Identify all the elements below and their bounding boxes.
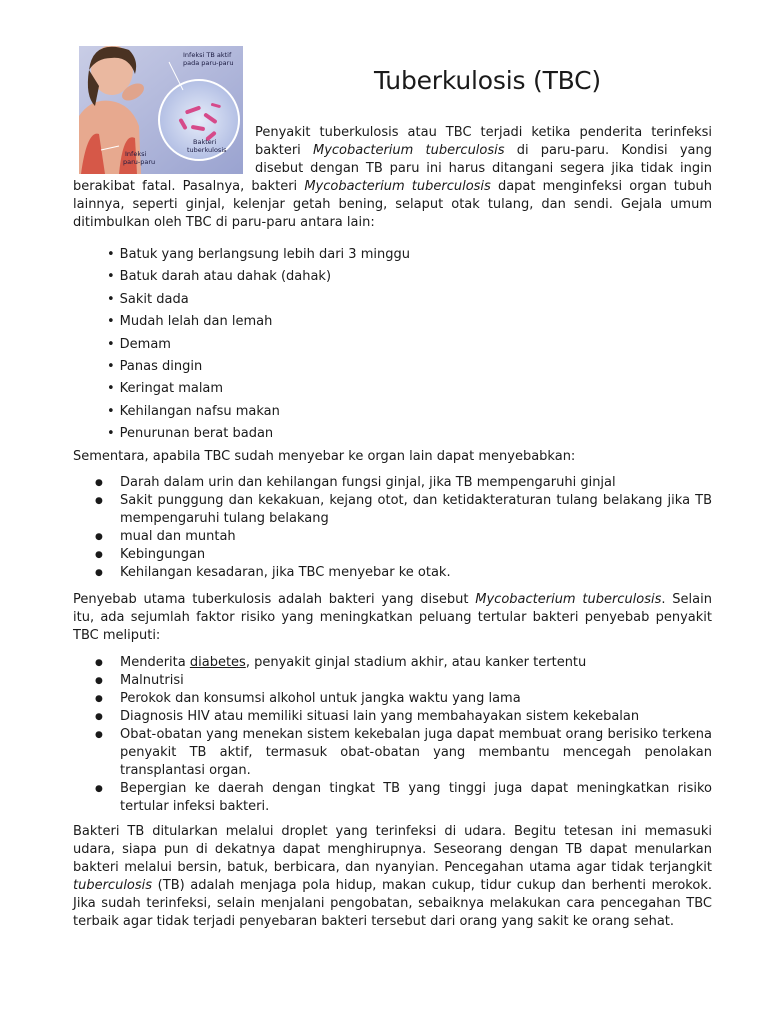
intro-text-1: Penyakit tuberkulosis atau TBC terjadi ketika penderita terinfeksi bakteri <box>255 125 712 158</box>
transmission-italic: tuberculosis <box>73 878 153 893</box>
list-item: ● Sakit punggung dan kekakuan, kejang otot, dan ketidakteraturan tulang belakang jika TB mempengaruhi tulang belakang <box>95 492 712 528</box>
list-item: ● Bepergian ke daerah dengan tingkat TB yang tinggi juga dapat meningkatkan risiko tertular infeksi bakteri. <box>95 780 712 816</box>
list-item: • Batuk yang berlangsung lebih dari 3 minggu <box>107 246 410 268</box>
intro-paragraph <box>73 124 712 232</box>
list-item: ● Obat-obatan yang menekan sistem kekebalan juga dapat membuat orang berisiko terkena penyakit TB aktif, termasuk obat-obatan yang membantu mencegah penolakan transplantasi organ. <box>95 726 712 780</box>
page-title: Tuberkulosis (TBC) <box>374 66 601 95</box>
label-infection: Infeksi TB aktif pada paru-paru <box>183 51 234 67</box>
list-item: • Panas dingin <box>107 358 410 380</box>
intro-species-1: Mycobacterium tuberculosis <box>312 143 505 158</box>
cause-paragraph <box>73 591 712 645</box>
list-item: • Batuk darah atau dahak (dahak) <box>107 268 410 290</box>
cause-species: Mycobacterium tuberculosis <box>475 592 662 607</box>
list-item: ● Kebingungan <box>95 546 712 564</box>
risk-factor-list <box>95 654 712 816</box>
list-item: ● Darah dalam urin dan kehilangan fungsi ginjal, jika TB mempengaruhi ginjal <box>95 474 712 492</box>
list-item: ● Diagnosis HIV atau memiliki situasi lain yang membahayakan sistem kekebalan <box>95 708 712 726</box>
label-bacteria: Bakteri tuberkulosis <box>187 138 227 154</box>
image-float-spacer <box>73 124 255 178</box>
list-item: • Demam <box>107 336 410 358</box>
list-item: • Kehilangan nafsu makan <box>107 403 410 425</box>
spread-intro: Sementara, apabila TBC sudah menyebar ke organ lain dapat menyebabkan: <box>73 449 576 464</box>
list-item: ● Perokok dan konsumsi alkohol untuk jangka waktu yang lama <box>95 690 712 708</box>
list-item: ● mual dan muntah <box>95 528 712 546</box>
list-item: • Penurunan berat badan <box>107 425 410 447</box>
transmission-paragraph <box>73 823 712 931</box>
risk-text-prefix: Menderita <box>120 655 190 670</box>
cause-text-2: . Selain itu, ada sejumlah faktor risiko yang meningkatkan peluang tertular bakteri penyebab penyakit TBC meliputi: <box>73 592 712 643</box>
symptom-list <box>107 246 410 448</box>
list-item: ● Malnutrisi <box>95 672 712 690</box>
list-item: ● Kehilangan kesadaran, jika TBC menyebar ke otak. <box>95 564 712 582</box>
label-lung: Infeksi paru-paru <box>123 150 156 166</box>
diabetes-link[interactable]: diabetes <box>189 655 246 670</box>
intro-species-2: Mycobacterium tuberculosis <box>304 179 491 194</box>
transmission-text-1: Bakteri TB ditularkan melalui droplet yang terinfeksi di udara. Begitu tetesan ini memasuki udara, siapa pun di dekatnya dapat menghirupnya. Seseorang dengan TB dapat menularkan bakteri melalui bersin, batuk, berbicara, dan nyanyian. Pencegahan utama agar tidak terjangkit <box>73 824 712 875</box>
list-item: • Mudah lelah dan lemah <box>107 313 410 335</box>
transmission-text-2: (TB) adalah menjaga pola hidup, makan cukup, tidur cukup dan berhenti merokok. Jika sudah terinfeksi, selain menjalani pengobatan, sebaiknya melakukan cara pencegahan TBC terbaik agar tidak terjadi penyebaran bakteri tersebut dari orang yang sakit ke orang sehat. <box>73 878 712 929</box>
intro-text-3: dapat menginfeksi organ tubuh lainnya, seperti ginjal, kelenjar getah bening, selaput otak tulang, dan sendi. Gejala umum ditimbulkan oleh TBC di paru-paru antara lain: <box>73 179 712 230</box>
list-item <box>95 654 712 672</box>
risk-text-suffix: , penyakit ginjal stadium akhir, atau kanker tertentu <box>245 655 587 670</box>
spread-effects-list <box>95 474 712 582</box>
list-item: • Sakit dada <box>107 291 410 313</box>
intro-text-2: di paru-paru. Kondisi yang disebut dengan TB paru ini harus ditangani segera jika tidak ingin berakibat fatal. Pasalnya, bakteri <box>73 143 712 194</box>
list-item: • Keringat malam <box>107 380 410 402</box>
cause-text-1: Penyebab utama tuberkulosis adalah bakteri yang disebut <box>73 592 476 607</box>
